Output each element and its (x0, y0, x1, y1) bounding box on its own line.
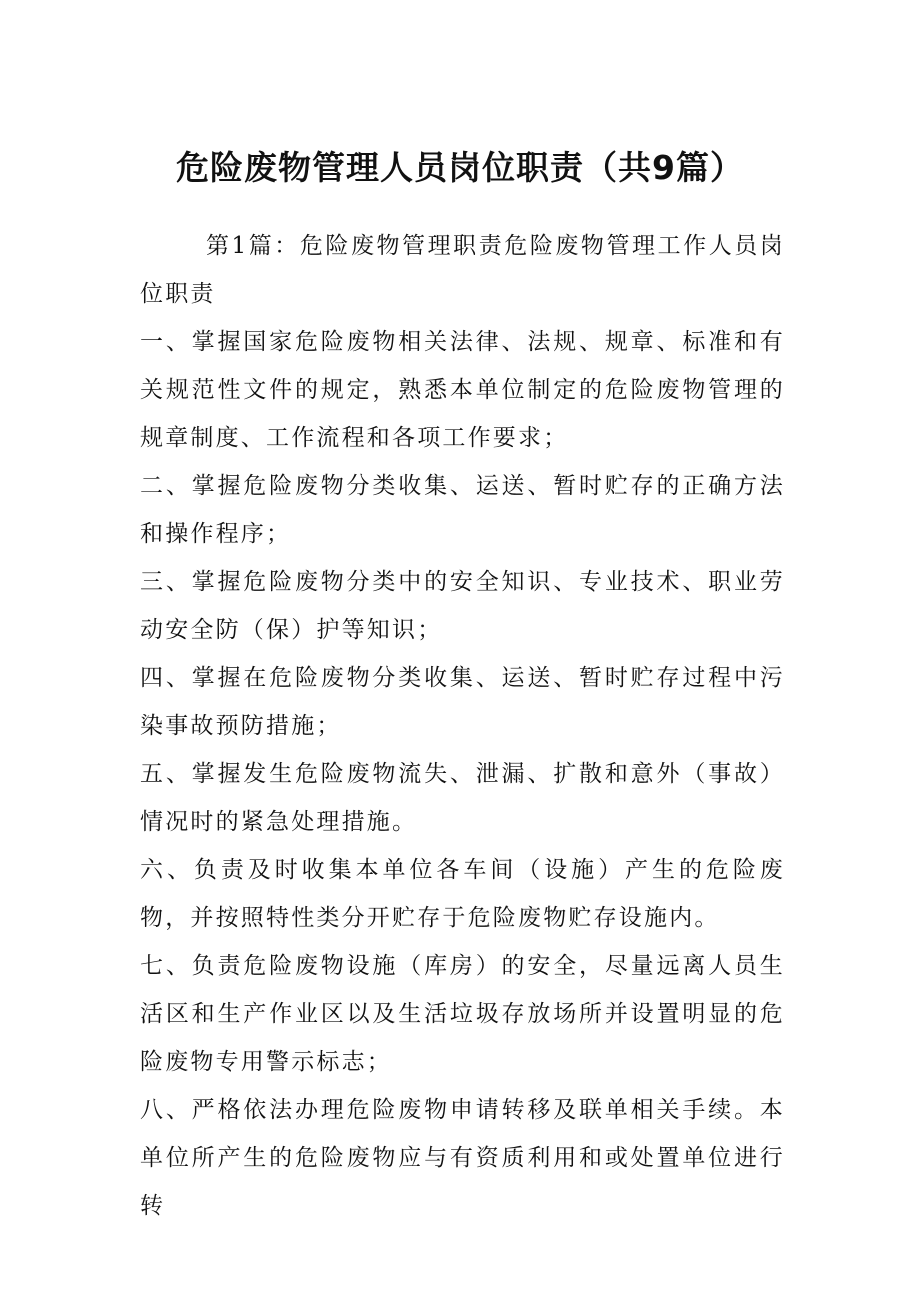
duty-item-1: 一、掌握国家危险废物相关法律、法规、规章、标准和有关规范性文件的规定，熟悉本单位制定的危险废物管理的规章制度、工作流程和各项工作要求； (140, 329, 785, 451)
section-heading: 第1篇：危险废物管理职责危险废物管理工作人员岗位职责 (140, 233, 785, 307)
duty-item-5: 五、掌握发生危险废物流失、泄漏、扩散和意外（事故）情况时的紧急处理措施。 (140, 761, 785, 835)
duty-item-2: 二、掌握危险废物分类收集、运送、暂时贮存的正确方法和操作程序； (140, 473, 785, 547)
document-title: 危险废物管理人员岗位职责（共9篇） (176, 148, 744, 187)
duty-item-8: 八、严格依法办理危险废物申请转移及联单相关手续。本单位所产生的危险废物应与有资质利用和或处置单位进行转 (140, 1097, 785, 1219)
duty-item-3: 三、掌握危险废物分类中的安全知识、专业技术、职业劳动安全防（保）护等知识； (140, 569, 785, 643)
document-body (140, 222, 785, 1230)
duty-item-4: 四、掌握在危险废物分类收集、运送、暂时贮存过程中污染事故预防措施； (140, 665, 785, 739)
duty-item-6: 六、负责及时收集本单位各车间（设施）产生的危险废物，并按照特性类分开贮存于危险废物贮存设施内。 (140, 857, 785, 931)
duty-item-7: 七、负责危险废物设施（库房）的安全，尽量远离人员生活区和生产作业区以及生活垃圾存放场所并设置明显的危险废物专用警示标志； (140, 953, 785, 1075)
